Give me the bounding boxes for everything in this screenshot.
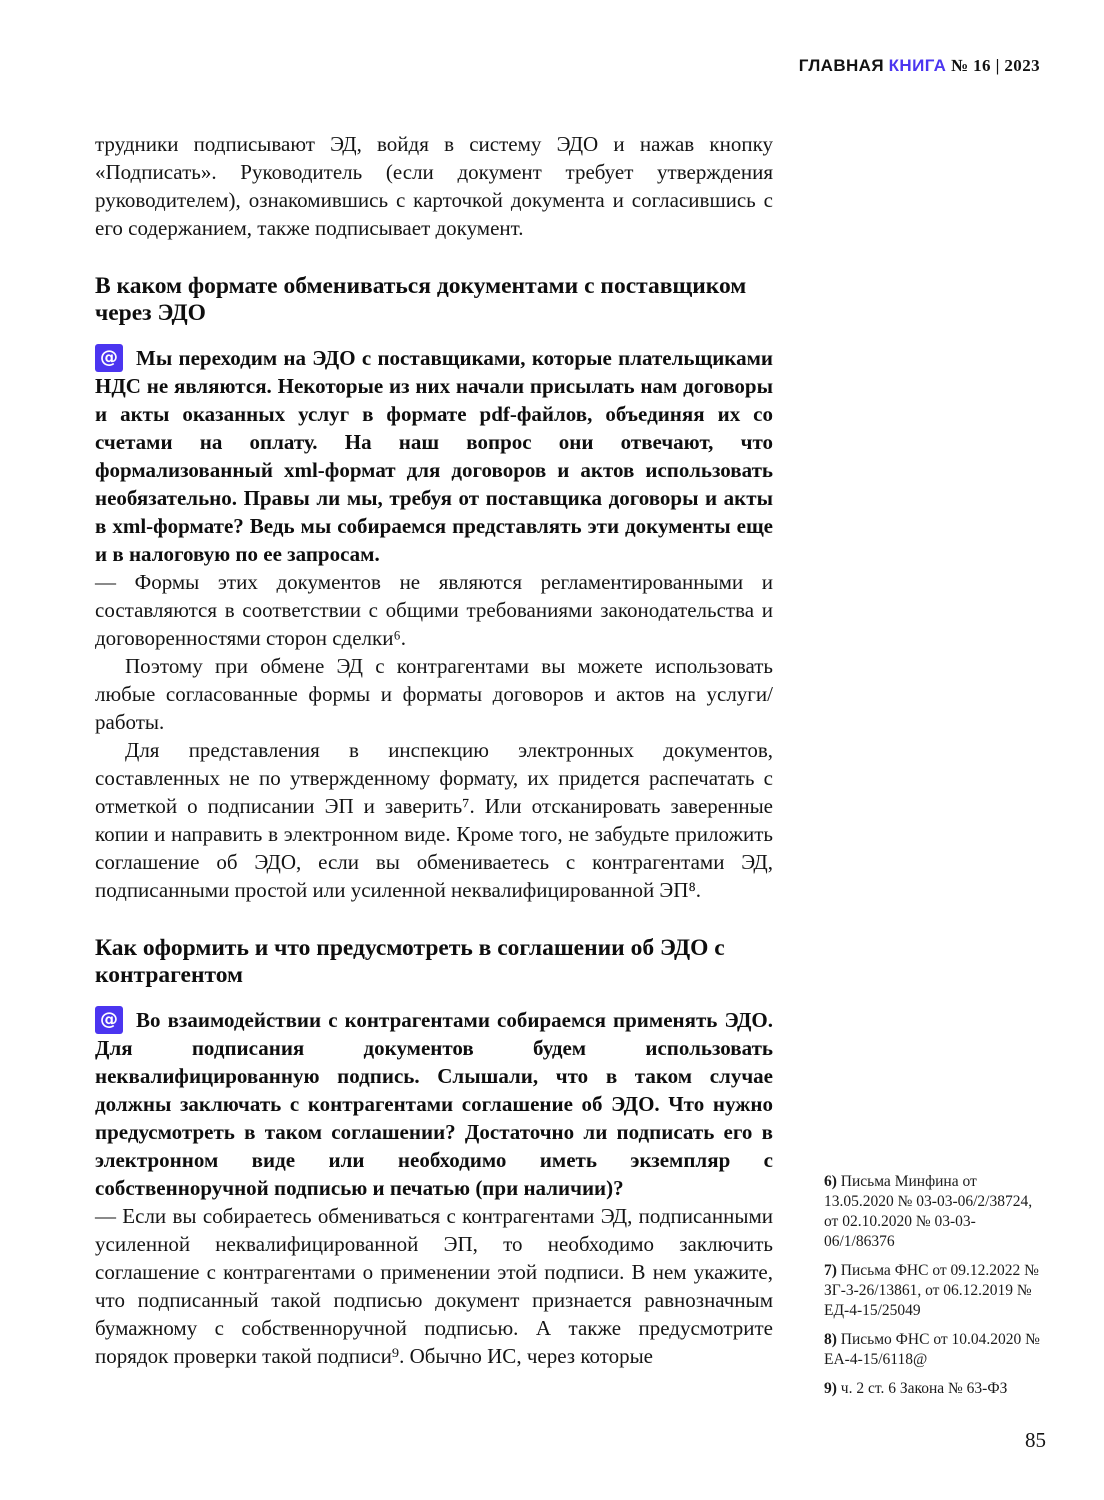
answer-paragraph: Поэтому при обмене ЭД с контрагентами вы можете использовать любые согласованные формы и форматы договоров и актов на услуги/работы. bbox=[95, 654, 773, 734]
footnote-number: 6) bbox=[824, 1173, 837, 1190]
footnote-text: Письма ФНС от 09.12.2022 № ЗГ-3-26/13861, от 06.12.2019 № ЕД-4-15/25049 bbox=[824, 1262, 1039, 1319]
section-heading-agreement: Как оформить и что предусмотреть в соглашении об ЭДО с контрагентом bbox=[95, 935, 725, 988]
footnote-number: 8) bbox=[824, 1331, 837, 1348]
footnotes-column bbox=[824, 1172, 1042, 1408]
answer-paragraph: Для представления в инспекцию электронных документов, составленных не по утвержденному формату, их придется распечатать с отметкой о подписании ЭП и заверить⁷. Или отсканировать заверенные копии и направить в электронном виде. Кроме того, не забудьте приложить соглашение об ЭДО, если вы обмениваетесь с контрагентами ЭД, подписанными простой или усиленной неквалифицированной ЭП⁸. bbox=[95, 738, 773, 902]
issue-number: № 16 | 2023 bbox=[951, 56, 1040, 75]
answer-paragraph: — Если вы собираетесь обмениваться с контрагентами ЭД, подписанными усиленной неквалифицированной ЭП, то необходимо заключить соглашение с контрагентами о применении этой подписи. В нем укажите, что подписанный такой подписью документ признается равнозначным бумажному с собственноручной подписью. А также предусмотрите порядок проверки такой подписи⁹. Обычно ИС, через которые bbox=[95, 1204, 773, 1368]
footnote-text: Письма Минфина от 13.05.2020 № 03-03-06/2/38724, от 02.10.2020 № 03-03-06/1/86376 bbox=[824, 1173, 1033, 1250]
footnote-number: 7) bbox=[824, 1262, 837, 1279]
page-number: 85 bbox=[1025, 1428, 1046, 1452]
footnote-text: Письмо ФНС от 10.04.2020 № ЕА-4-15/6118@ bbox=[824, 1331, 1040, 1368]
question-text: Мы переходим на ЭДО с поставщиками, которые плательщиками НДС не являются. Некоторые из них начали присылать нам договоры и акты оказанных услуг в формате pdf-файлов, объединяя их со счетами на оплату. На наш вопрос они отвечают, что формализованный xml-формат для договоров и актов использовать необязательно. Правы ли мы, требуя от поставщика договоры и акты в xml-формате? Ведь мы собираемся представлять эти документы еще и в налоговую по ее запросам. bbox=[95, 346, 773, 566]
question-text: Во взаимодействии с контрагентами собираемся применять ЭДО. Для подписания документов будем использовать неквалифицированную подпись. Слышали, что в таком случае должны заключать с контрагентами соглашение об ЭДО. Что нужно предусмотреть в таком соглашении? Достаточно ли подписать его в электронном виде или необходимо иметь экземпляр с собственноручной подписью и печатью (при наличии)? bbox=[95, 1008, 773, 1200]
footnote bbox=[824, 1379, 1042, 1399]
footnote-number: 9) bbox=[824, 1380, 837, 1397]
at-sign-icon: @ bbox=[95, 1006, 123, 1034]
answer-paragraph: — Формы этих документов не являются регламентированными и составляются в соответствии с общими требованиями законодательства и договоренностями сторон сделки⁶. bbox=[95, 570, 773, 650]
article-body bbox=[95, 130, 773, 1370]
continued-paragraph: трудники подписывают ЭД, войдя в систему ЭДО и нажав кнопку «Подписать». Руководитель (если документ требует утверждения руководителем), ознакомившись с карточкой документа и согласившись с его содержанием, также подписывает документ. bbox=[95, 132, 773, 240]
footnote bbox=[824, 1330, 1042, 1370]
at-sign-icon: @ bbox=[95, 344, 123, 372]
reader-question bbox=[95, 1006, 773, 1202]
footnote bbox=[824, 1261, 1042, 1321]
running-head bbox=[799, 56, 1040, 76]
footnote bbox=[824, 1172, 1042, 1252]
footnote-text: ч. 2 ст. 6 Закона № 63-ФЗ bbox=[840, 1380, 1008, 1397]
magazine-name-accent: КНИГА bbox=[888, 56, 947, 75]
reader-question bbox=[95, 344, 773, 568]
section-heading-format: В каком формате обмениваться документами с поставщиком через ЭДО bbox=[95, 273, 747, 326]
magazine-name: ГЛАВНАЯ bbox=[798, 56, 884, 75]
